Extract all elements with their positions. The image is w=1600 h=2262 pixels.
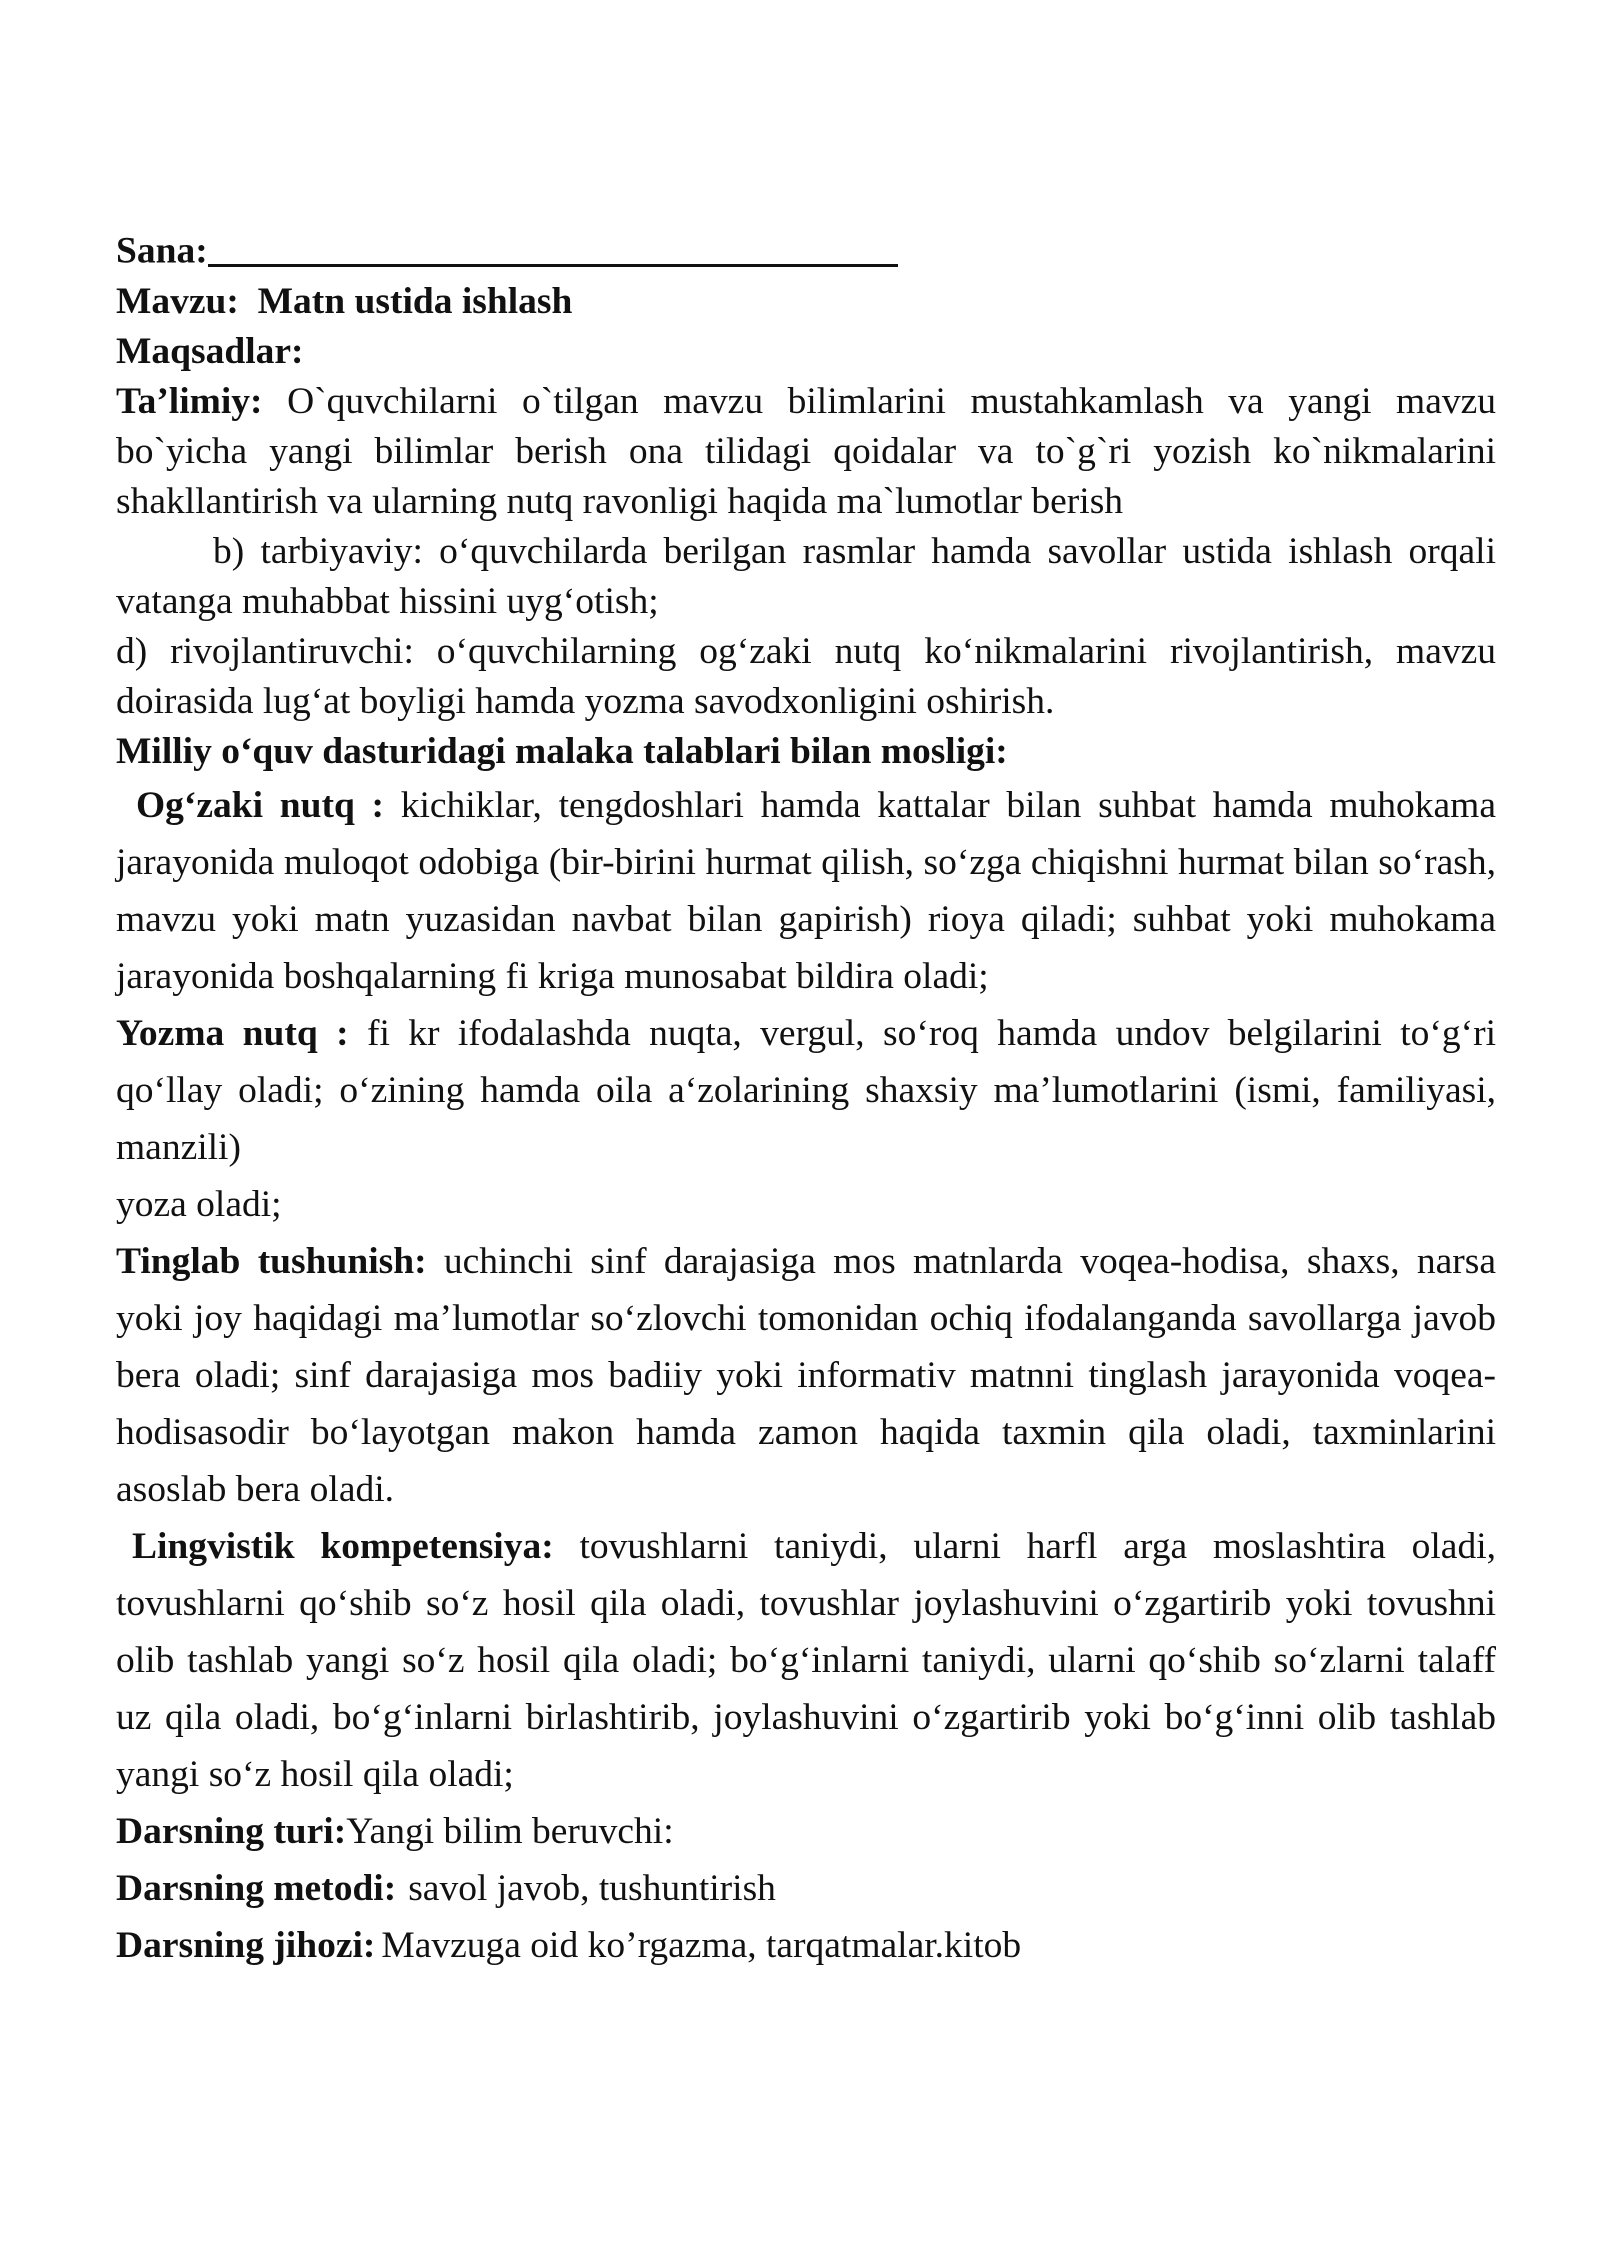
goals-block: [116, 377, 1496, 777]
darsning-jihozi-row: [116, 1917, 1496, 1974]
rivojlantiruvchi-text: d) rivojlantiruvchi: o‘quvchilarning og‘zaki nutq ko‘nikmalarini rivojlantirish, mavzu doirasida lug‘at boyligi hamda yozma savodxonligini oshirish.: [116, 630, 1496, 722]
lingvistik-text: tovushlarni taniydi, ularni harfl arga moslashtira oladi, tovushlarni qo‘shib so‘z hosil qila oladi, tovushlar joylashuvini o‘zgartirib yoki tovushni olib tashlab yangi so‘z hosil qila oladi; bo‘g‘inlarni taniydi, ularni qo‘shib so‘zlarni talaff uz qila oladi, bo‘g‘inlarni birlashtirib, joylashuvini o‘zgartirib yoki bo‘g‘inni olib tashlab yangi so‘z hosil qila oladi;: [116, 1525, 1496, 1795]
talimiy-label: Ta’limiy:: [116, 380, 263, 422]
mavzu-label: Mavzu:: [116, 280, 239, 322]
ogzaki-label: Og‘zaki nutq :: [136, 784, 385, 826]
ogzaki-paragraph: [116, 777, 1496, 1005]
mavzu-value: Matn ustida ishlash: [257, 280, 573, 322]
tarbiyaviy-paragraph: [116, 527, 1496, 627]
ogzaki-text: kichiklar, tengdoshlari hamda kattalar bilan suhbat hamda muhokama jarayonida muloqot odobiga (bir-birini hurmat qilish, so‘zga chiqishni hurmat bilan so‘rash, mavzu yoki matn yuzasidan navbat bilan gapirish) rioya qiladi; suhbat yoki muhokama jarayonida boshqalarning fi kriga munosabat bildira oladi;: [116, 784, 1496, 997]
maqsadlar-label: Maqsadlar:: [116, 330, 304, 372]
darsning-jihozi-value: Mavzuga oid ko’rgazma, tarqatmalar.kitob: [381, 1924, 1022, 1966]
darsning-jihozi-label: Darsning jihozi:: [116, 1924, 376, 1966]
talimiy-text: O`quvchilarni o`tilgan mavzu bilimlarini mustahkamlash va yangi mavzu bo`yicha yangi bilimlar berish ona tilidagi qoidalar va to`g`ri yozish ko`nikmalarini shakllantirish va ularning nutq ravonligi haqida ma`lumotlar berish: [116, 380, 1496, 522]
darsning-turi-row: [116, 1803, 1496, 1860]
lesson-details-block: [116, 1803, 1496, 1974]
lingvistik-label: Lingvistik kompetensiya:: [132, 1525, 554, 1567]
lesson-plan: [116, 222, 1496, 1974]
lingvistik-paragraph: [116, 1518, 1496, 1803]
darsning-metodi-row: [116, 1860, 1496, 1917]
talimiy-paragraph: [116, 377, 1496, 527]
sana-blank-line: [208, 226, 898, 267]
yozma-text: fi kr ifodalashda nuqta, vergul, so‘roq hamda undov belgilarini to‘g‘ri qo‘llay oladi; o‘zining hamda oila a‘zolarining shaxsiy ma’lumotlarini (ismi, familiyasi, manzili): [116, 1012, 1496, 1168]
maqsadlar-heading: [116, 327, 1496, 377]
tarbiyaviy-text: b) tarbiyaviy: o‘quvchilarda berilgan rasmlar hamda savollar ustida ishlash orqali vatanga muhabbat hissini uyg‘otish;: [116, 530, 1496, 622]
sana-label: Sana:: [116, 230, 208, 272]
darsning-metodi-value: savol javob, tushuntirish: [408, 1867, 776, 1909]
yozma-paragraph-continued: [116, 1176, 1496, 1233]
sana-row: [116, 222, 1496, 277]
yozma-text-2: yoza oladi;: [116, 1183, 282, 1225]
header-block: [116, 222, 1496, 377]
darsning-turi-label: Darsning turi:: [116, 1810, 347, 1852]
yozma-paragraph: [116, 1005, 1496, 1176]
standards-heading: [116, 727, 1496, 777]
darsning-turi-value: Yangi bilim beruvchi:: [346, 1810, 674, 1852]
standards-heading-text: Milliy o‘quv dasturidagi malaka talablari bilan mosligi:: [116, 730, 1008, 772]
tinglab-paragraph: [116, 1233, 1496, 1518]
tinglab-label: Tinglab tushunish:: [116, 1240, 427, 1282]
yozma-label: Yozma nutq :: [116, 1012, 349, 1054]
tinglab-text: uchinchi sinf darajasiga mos matnlarda voqea-hodisa, shaxs, narsa yoki joy haqidagi ma’lumotlar so‘zlovchi tomonidan ochiq ifodalanganda savollarga javob bera oladi; sinf darajasiga mos badiiy yoki informativ matnni tinglash jarayonida voqea-hodisasodir bo‘layotgan makon hamda zamon haqida taxmin qila oladi, taxminlarini asoslab bera oladi.: [116, 1240, 1496, 1510]
mavzu-row: [116, 277, 1496, 327]
standards-block: [116, 777, 1496, 1803]
rivojlantiruvchi-paragraph: [116, 627, 1496, 727]
darsning-metodi-label: Darsning metodi:: [116, 1867, 397, 1909]
